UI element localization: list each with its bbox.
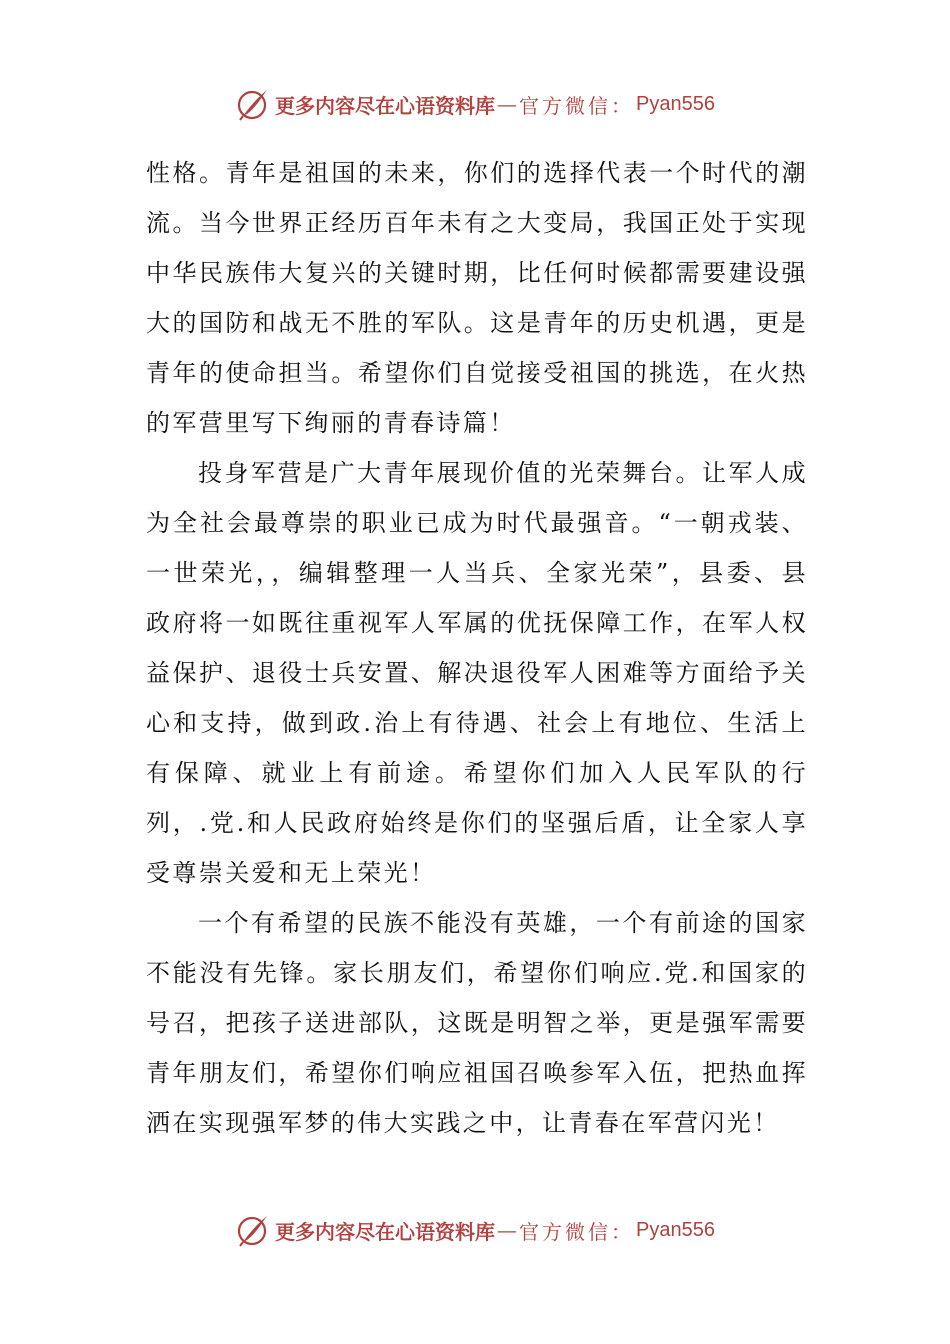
header-separator: —: [497, 92, 518, 116]
footer-wechat-id: Pyan556: [636, 1218, 715, 1241]
header-brand-text: 更多内容尽在心语资料库: [275, 93, 496, 118]
footer-separator: —: [497, 1218, 518, 1242]
quill-pen-logo-icon: [235, 1212, 271, 1248]
header-banner: [0, 82, 950, 126]
document-body: [146, 148, 808, 1148]
footer-brand-text: 更多内容尽在心语资料库: [275, 1219, 496, 1244]
footer-wechat-label: 官方微信：: [519, 1219, 635, 1244]
header-wechat-id: Pyan556: [636, 92, 715, 115]
quill-pen-logo-icon: [235, 86, 271, 122]
footer-banner: [0, 1208, 950, 1252]
paragraph-3: 一个有希望的民族不能没有英雄，一个有前途的国家不能没有先锋。家长朋友们，希望你们响应.党.和国家的号召，把孩子送进部队，这既是明智之举，更是强军需要青年朋友们，希望你们响应祖国召唤参军入伍，把热血挥洒在实现强军梦的伟大实践之中，让青春在军营闪光！: [146, 909, 808, 1137]
paragraph-2: 投身军营是广大青年展现价值的光荣舞台。让军人成为全社会最尊崇的职业已成为时代最强音。“一朝戎装、一世荣光，，编辑整理一人当兵、全家光荣”，县委、县政府将一如既往重视军人军属的优抚保障工作，在军人权益保护、退役士兵安置、解决退役军人困难等方面给予关心和支持，做到政.治上有待遇、社会上有地位、生活上有保障、就业上有前途。希望你们加入人民军队的行列，.党.和人民政府始终是你们的坚强后盾，让全家人享受尊崇关爱和无上荣光！: [146, 459, 808, 887]
paragraph-1: 性格。青年是祖国的未来，你们的选择代表一个时代的潮流。当今世界正经历百年未有之大变局，我国正处于实现中华民族伟大复兴的关键时期，比任何时候都需要建设强大的国防和战无不胜的军队。这是青年的历史机遇，更是青年的使命担当。希望你们自觉接受祖国的挑选，在火热的军营里写下绚丽的青春诗篇！: [146, 159, 808, 437]
header-wechat-label: 官方微信：: [519, 93, 635, 118]
